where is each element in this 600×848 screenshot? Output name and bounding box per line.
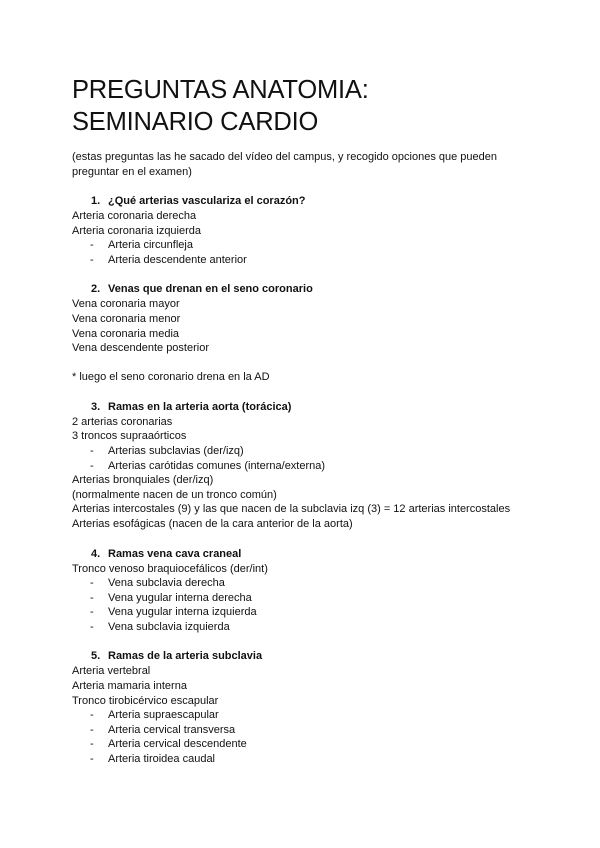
document-page xyxy=(72,74,532,767)
answer-line: Arteria mamaria interna xyxy=(72,680,187,693)
answer-line: Arterias bronquiales (der/izq) xyxy=(72,474,214,487)
note-text: * luego el seno coronario drena en la AD xyxy=(72,370,270,383)
answer-line: Vena coronaria mayor xyxy=(72,298,180,311)
page-title xyxy=(72,74,532,138)
question-2 xyxy=(72,282,532,384)
question-3-number: 3. xyxy=(91,400,101,413)
title-line-2: SEMINARIO CARDIO xyxy=(72,108,319,136)
question-3-title: Ramas en la arteria aorta (torácica) xyxy=(108,400,292,413)
title-line-1: PREGUNTAS ANATOMIA: xyxy=(72,76,369,104)
list-item xyxy=(72,620,532,635)
bullet-dash: - xyxy=(90,620,94,633)
list-item-text: Arteria circunfleja xyxy=(108,239,193,252)
list-item-text: Vena yugular interna derecha xyxy=(108,591,252,604)
question-1 xyxy=(72,194,532,267)
answer-line: Arterias esofágicas (nacen de la cara anterior de la aorta) xyxy=(72,517,353,530)
answer-line: Arterias intercostales (9) y las que nacen de la subclavia izq (3) = 12 arterias intercostales xyxy=(72,503,511,516)
bullet-dash: - xyxy=(90,253,94,266)
list-item-text: Arterias carótidas comunes (interna/externa) xyxy=(108,459,326,472)
question-5-title: Ramas de la arteria subclavia xyxy=(108,650,263,663)
list-item-text: Arteria cervical descendente xyxy=(108,738,247,751)
question-3-heading xyxy=(91,400,532,415)
list-item-text: Arteria cervical transversa xyxy=(108,723,236,736)
list-item-text: Vena subclavia izquierda xyxy=(108,620,230,633)
answer-line: Vena coronaria media xyxy=(72,327,180,340)
list-item-text: Vena subclavia derecha xyxy=(108,577,225,590)
list-item xyxy=(72,444,532,459)
list-item xyxy=(72,737,532,752)
list-item xyxy=(72,591,532,606)
answer-line: 2 arterias coronarias xyxy=(72,415,173,428)
intro-paragraph: (estas preguntas las he sacado del vídeo del campus, y recogido opciones que pueden preguntar en el examen) xyxy=(72,151,498,178)
question-1-number: 1. xyxy=(91,195,101,207)
answer-line: Tronco tirobicérvico escapular xyxy=(72,694,219,707)
bullet-dash: - xyxy=(90,577,94,590)
answer-line: Arteria coronaria izquierda xyxy=(72,224,202,237)
question-4 xyxy=(72,547,532,635)
list-item-text: Vena yugular interna izquierda xyxy=(108,606,257,619)
question-2-number: 2. xyxy=(91,283,101,296)
list-item xyxy=(72,723,532,738)
answer-line: Vena descendente posterior xyxy=(72,342,209,355)
list-item-text: Arterias subclavias (der/izq) xyxy=(108,444,244,457)
list-item-text: Arteria supraescapular xyxy=(108,709,219,722)
answer-line: Tronco venoso braquiocefálicos (der/int) xyxy=(72,562,268,575)
question-4-number: 4. xyxy=(91,547,101,560)
answer-line: Vena coronaria menor xyxy=(72,312,181,325)
bullet-dash: - xyxy=(90,591,94,604)
answer-line: Arteria coronaria derecha xyxy=(72,210,197,222)
question-4-heading xyxy=(91,547,532,562)
list-item xyxy=(72,708,532,723)
bullet-dash: - xyxy=(90,723,94,736)
question-5-number: 5. xyxy=(91,650,101,663)
question-5-heading xyxy=(91,649,532,664)
question-3 xyxy=(72,400,532,532)
question-1-title: ¿Qué arterias vasculariza el corazón? xyxy=(108,195,306,207)
bullet-dash: - xyxy=(90,459,94,472)
bullet-dash: - xyxy=(90,753,94,766)
answer-line: Arteria vertebral xyxy=(72,665,151,678)
list-item xyxy=(72,752,532,767)
bullet-dash: - xyxy=(90,709,94,722)
bullet-dash: - xyxy=(90,239,94,252)
bullet-dash: - xyxy=(90,444,94,457)
question-5 xyxy=(72,649,532,766)
list-item xyxy=(72,459,532,474)
bullet-dash: - xyxy=(90,738,94,751)
answer-line: (normalmente nacen de un tronco común) xyxy=(72,488,277,501)
list-item xyxy=(72,238,532,253)
question-1-heading xyxy=(91,194,532,209)
list-item xyxy=(72,576,532,591)
list-item xyxy=(72,253,532,268)
list-item-text: Arteria tiroidea caudal xyxy=(108,753,216,766)
list-item-text: Arteria descendente anterior xyxy=(108,253,247,266)
list-item xyxy=(72,605,532,620)
bullet-dash: - xyxy=(90,606,94,619)
question-2-title: Venas que drenan en el seno coronario xyxy=(108,283,313,296)
question-4-title: Ramas vena cava craneal xyxy=(108,547,242,560)
answer-line: 3 troncos supraaórticos xyxy=(72,430,187,443)
question-2-heading xyxy=(91,282,532,297)
